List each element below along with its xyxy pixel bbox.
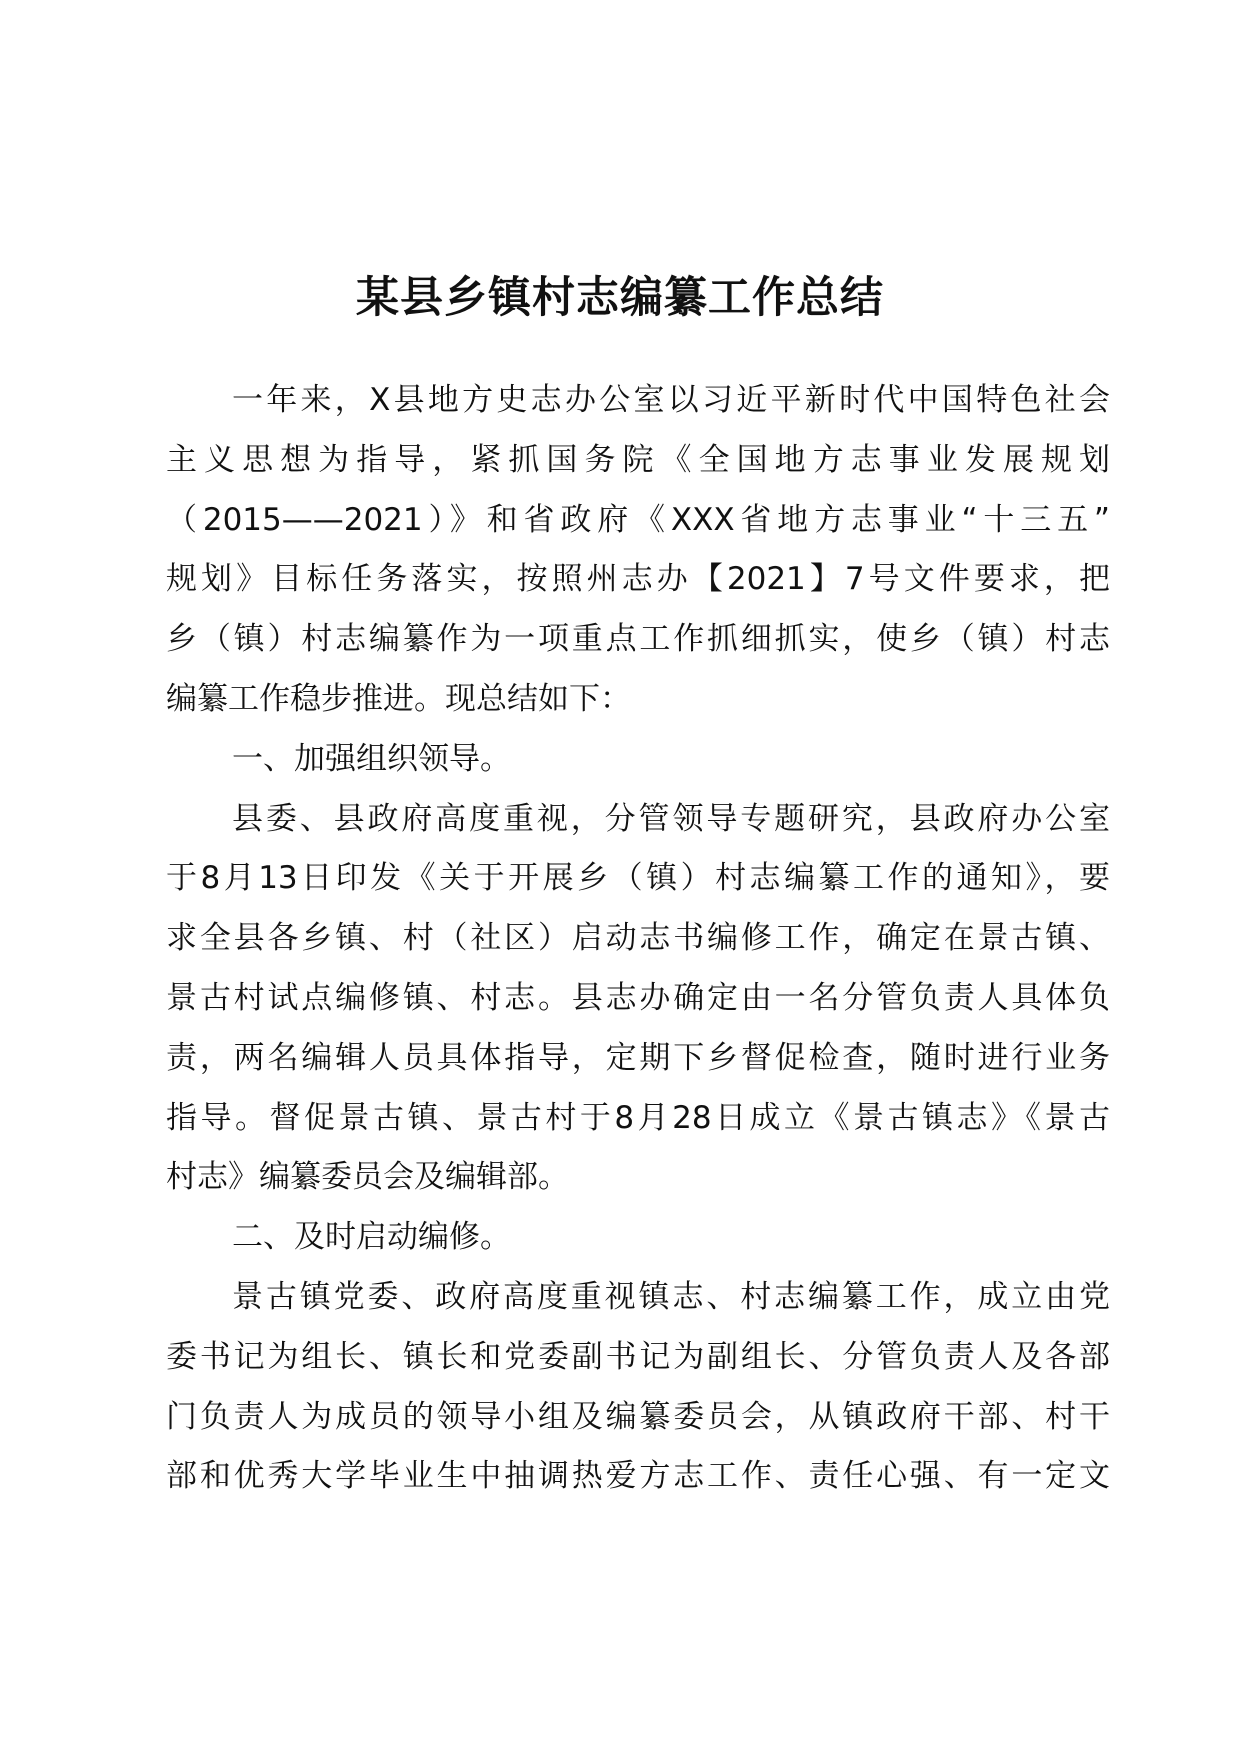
- paragraph-2-line: 指导。督促景古镇、景古村于8月28日成立《景古镇志》《景古: [166, 1099, 1110, 1136]
- paragraph-3-line: 门负责人为成员的领导小组及编纂委员会，从镇政府干部、村干: [166, 1398, 1110, 1435]
- paragraph-1-line: 规划》目标任务落实，按照州志办【2021】7号文件要求，把: [166, 561, 1110, 598]
- document-title: 某县乡镇村志编纂工作总结: [356, 273, 884, 323]
- paragraph-2-line: 求全县各乡镇、村（社区）启动志书编修工作，确定在景古镇、: [166, 920, 1110, 957]
- paragraph-3-line: 部和优秀大学毕业生中抽调热爱方志工作、责任心强、有一定文: [166, 1458, 1110, 1495]
- paragraph-2-line: 县委、县政府高度重视，分管领导专题研究，县政府办公室: [232, 800, 1110, 837]
- document-body: [166, 371, 1110, 1507]
- paragraph-1-line: 编纂工作稳步推进。现总结如下：: [166, 680, 631, 717]
- section-heading-1: 一、加强组织领导。: [232, 740, 511, 777]
- paragraph-2-line: 责，两名编辑人员具体指导，定期下乡督促检查，随时进行业务: [166, 1039, 1110, 1076]
- paragraph-2-line: 景古村试点编修镇、村志。县志办确定由一名分管负责人具体负: [166, 979, 1110, 1016]
- paragraph-3-line: 委书记为组长、镇长和党委副书记为副组长、分管负责人及各部: [166, 1338, 1110, 1375]
- paragraph-2-line: 于8月13日印发《关于开展乡（镇）村志编纂工作的通知》，要: [166, 860, 1110, 897]
- paragraph-1-line: （2015——2021）》和省政府《XXX省地方志事业“十三五”: [166, 501, 1110, 538]
- paragraph-3-line: 景古镇党委、政府高度重视镇志、村志编纂工作，成立由党: [232, 1278, 1110, 1315]
- paragraph-1-line: 一年来，X县地方史志办公室以习近平新时代中国特色社会: [232, 382, 1110, 418]
- paragraph-2-line: 村志》编纂委员会及编辑部。: [166, 1159, 569, 1196]
- section-heading-2: 二、及时启动编修。: [232, 1219, 511, 1256]
- paragraph-1-line: 乡（镇）村志编纂作为一项重点工作抓细抓实，使乡（镇）村志: [166, 621, 1110, 658]
- paragraph-1-line: 主义思想为指导，紧抓国务院《全国地方志事业发展规划: [166, 441, 1110, 478]
